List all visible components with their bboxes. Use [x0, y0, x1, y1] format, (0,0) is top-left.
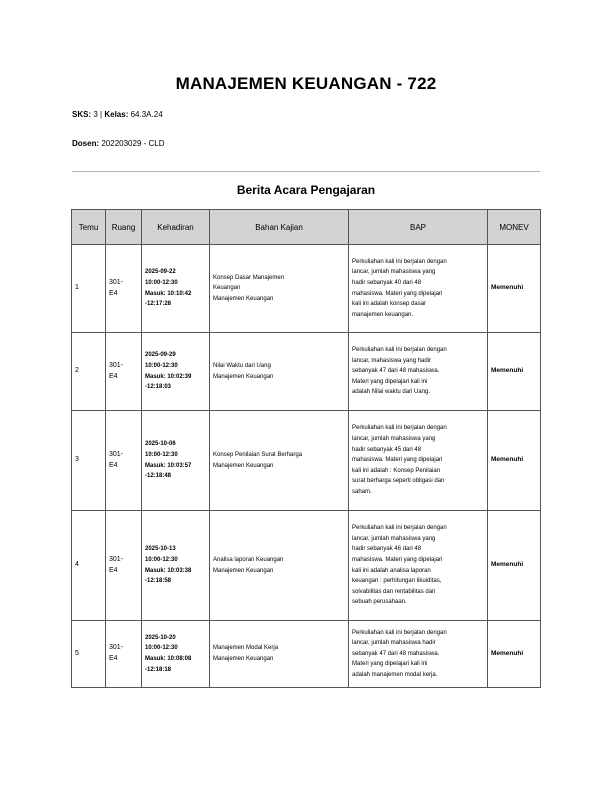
- cell-kehadiran-line: Masuk: 10:08:08: [145, 656, 192, 662]
- cell-bap-line: adalah Nilai waktu dari Uang.: [352, 389, 431, 396]
- cell-kehadiran-line: Masuk: 10:03:38: [145, 567, 192, 574]
- cell-ruang: [106, 333, 142, 411]
- cell-bap-line: lancar, mahasiswa yang hadir: [352, 357, 432, 364]
- cell-bap-line: hadir sebanyak 40 dari 48: [352, 279, 422, 286]
- lecturer-meta: [72, 139, 165, 148]
- cell-bap-line: Perkuliahan kali ini berjalan dengan: [352, 258, 447, 265]
- cell-bap: [349, 333, 488, 411]
- cell-ruang-line: 301-: [109, 450, 124, 458]
- cell-ruang-line: E4: [109, 655, 118, 662]
- cell-ruang-line: E4: [109, 372, 118, 380]
- cell-bap-line: Perkuliahan kali ini berjalan dengan: [352, 525, 447, 532]
- cell-kehadiran: [142, 245, 210, 333]
- cell-bahan-kajian-line: Manajemen Keuangan: [213, 295, 274, 302]
- cell-bap-line: manajemen keuangan.: [352, 311, 414, 318]
- cell-kehadiran: [142, 333, 210, 411]
- cell-kehadiran-line: -12:18:18: [145, 666, 172, 673]
- cell-bahan-kajian-line: Manajemen Keuangan: [213, 567, 274, 574]
- header-bahan-kajian: Bahan Kajian: [210, 210, 349, 245]
- cell-bahan-kajian: [210, 621, 349, 688]
- cell-bap-line: lancar, jumlah mahasiswa hadir: [352, 640, 436, 647]
- kelas-label: Kelas:: [104, 110, 129, 119]
- cell-ruang-line: E4: [109, 289, 118, 297]
- cell-ruang: [106, 621, 142, 688]
- cell-bahan-kajian: [210, 411, 349, 511]
- cell-temu: 2: [72, 333, 106, 411]
- cell-kehadiran: [142, 511, 210, 621]
- dosen-label: Dosen:: [72, 139, 100, 148]
- cell-bahan-kajian-line: Konsep Penilaian Surat Berharga: [213, 451, 303, 458]
- cell-bap-line: lancar, jumlah mahasiswa yang: [352, 269, 436, 276]
- cell-bahan-kajian-line: Manajemen Keuangan: [213, 656, 274, 662]
- cell-kehadiran-line: Masuk: 10:03:57: [145, 462, 192, 469]
- cell-kehadiran-line: 2025-09-29: [145, 352, 176, 359]
- cell-bap: [349, 411, 488, 511]
- cell-bap-line: sebanyak 47 dari 48 mahasiswa.: [352, 368, 440, 375]
- cell-bahan-kajian-line: Manajemen Modal Kerja: [213, 645, 279, 652]
- cell-bap-line: kali ini adalah konsep dasar: [352, 301, 427, 308]
- cell-bahan-kajian-line: Konsep Dasar Manajemen: [213, 274, 285, 281]
- cell-bap-line: mahasiswa. Materi yang dipelajari: [352, 556, 443, 563]
- bap-table: [71, 209, 541, 688]
- table-row: [72, 621, 541, 688]
- cell-temu: 5: [72, 621, 106, 688]
- table-row: [72, 411, 541, 511]
- cell-monev: Memenuhi: [488, 333, 541, 411]
- cell-bap: [349, 511, 488, 621]
- cell-ruang: [106, 411, 142, 511]
- cell-bahan-kajian: [210, 333, 349, 411]
- cell-ruang-line: E4: [109, 461, 118, 469]
- cell-kehadiran-line: -12:18:03: [145, 384, 172, 391]
- cell-kehadiran-line: -12:18:58: [145, 578, 172, 585]
- header-monev: MONEV: [488, 210, 541, 245]
- cell-bahan-kajian: [210, 511, 349, 621]
- sks-value: 3: [93, 110, 98, 119]
- cell-bap-line: lancar, jumlah mahasiswa yang: [352, 535, 436, 542]
- cell-bahan-kajian-line: Analisa laporan Keuangan: [213, 556, 284, 563]
- cell-ruang-line: 301-: [109, 361, 124, 369]
- cell-bap: [349, 621, 488, 688]
- divider: [72, 171, 540, 172]
- cell-bap-line: hadir sebanyak 45 dari 48: [352, 446, 422, 453]
- cell-bap-line: adalah manajemen modal kerja.: [352, 671, 438, 678]
- cell-bap-line: hadir sebanyak 46 dari 48: [352, 546, 422, 553]
- table-row: [72, 245, 541, 333]
- header-ruang: Ruang: [106, 210, 142, 245]
- cell-bap-line: Materi yang dipelajari kali ini: [352, 378, 428, 385]
- cell-ruang: [106, 245, 142, 333]
- cell-kehadiran-line: 10:00-12:30: [145, 645, 178, 652]
- table-header-row: [72, 210, 541, 245]
- cell-bap: [349, 245, 488, 333]
- cell-bap-line: sebuah perusahaan.: [352, 599, 407, 606]
- cell-kehadiran-line: 10:00-12:30: [145, 556, 178, 563]
- cell-kehadiran-line: 2025-10-13: [145, 546, 176, 553]
- cell-kehadiran-line: -12:17:28: [145, 301, 172, 308]
- header-bap: BAP: [349, 210, 488, 245]
- cell-temu: 4: [72, 511, 106, 621]
- cell-bap-line: kali ini adalah : Konsep Penilaian: [352, 467, 441, 474]
- cell-kehadiran-line: 10:00-12:30: [145, 362, 178, 369]
- cell-monev: Memenuhi: [488, 621, 541, 688]
- cell-kehadiran-line: Masuk: 10:02:39: [145, 373, 192, 380]
- cell-kehadiran-line: 2025-10-20: [145, 634, 176, 641]
- cell-bap-line: Perkuliahan kali ini berjalan dengan: [352, 347, 447, 354]
- cell-kehadiran-line: 2025-10-06: [145, 441, 176, 448]
- cell-bap-line: Materi yang dipelajari kali ini: [352, 661, 428, 668]
- cell-monev: Memenuhi: [488, 411, 541, 511]
- cell-kehadiran-line: Masuk: 10:10:42: [145, 290, 192, 297]
- cell-kehadiran-line: 2025-09-22: [145, 269, 176, 276]
- cell-monev: Memenuhi: [488, 511, 541, 621]
- cell-ruang: [106, 511, 142, 621]
- course-meta: [72, 110, 163, 119]
- table-row: [72, 333, 541, 411]
- cell-bap-line: surat berharga seperti obligasi dan: [352, 478, 445, 485]
- cell-kehadiran: [142, 411, 210, 511]
- sks-label: SKS:: [72, 110, 92, 119]
- cell-kehadiran-line: 10:00-12:30: [145, 451, 178, 458]
- section-title: Berita Acara Pengajaran: [236, 183, 376, 197]
- cell-kehadiran-line: -12:18:48: [145, 473, 172, 480]
- cell-bahan-kajian-line: Manajemen Keuangan: [213, 462, 274, 469]
- cell-bap-line: kali ini adalah analisa laporan: [352, 567, 431, 574]
- cell-ruang-line: E4: [109, 566, 118, 574]
- header-temu: Temu: [72, 210, 106, 245]
- header-kehadiran: Kehadiran: [142, 210, 210, 245]
- cell-ruang-line: 301-: [109, 644, 124, 652]
- cell-bahan-kajian-line: Keuangan: [213, 285, 241, 292]
- dosen-value: 202203029 - CLD: [101, 139, 165, 148]
- cell-bap-line: mahasiswa. Materi yang dipelajari: [352, 290, 443, 297]
- meta-separator: |: [100, 110, 103, 119]
- table-row: [72, 511, 541, 621]
- cell-bahan-kajian: [210, 245, 349, 333]
- cell-monev: Memenuhi: [488, 245, 541, 333]
- cell-bap-line: saham.: [352, 488, 372, 495]
- cell-bahan-kajian-line: Manajemen Keuangan: [213, 373, 274, 380]
- cell-kehadiran: [142, 621, 210, 688]
- cell-bap-line: Perkuliahan kali ini berjalan dengan: [352, 629, 447, 636]
- cell-bap-line: solvabilitas dan rentabilitas dari: [352, 588, 436, 595]
- cell-bap-line: lancar, jumlah mahasiswa yang: [352, 436, 436, 443]
- cell-bap-line: sebanyak 47 dari 48 mahasiswa.: [352, 650, 440, 657]
- kelas-value: 64.3A.24: [130, 110, 163, 119]
- cell-kehadiran-line: 10:00-12:30: [145, 279, 178, 286]
- cell-temu: 3: [72, 411, 106, 511]
- cell-ruang-line: 301-: [109, 278, 124, 286]
- cell-ruang-line: 301-: [109, 555, 124, 563]
- cell-temu: 1: [72, 245, 106, 333]
- document-title: MANAJEMEN KEUANGAN - 722: [175, 74, 437, 93]
- cell-bap-line: keuangan : perhitungan likuiditas,: [352, 578, 442, 585]
- cell-bap-line: Perkuliahan kali ini berjalan dengan: [352, 425, 447, 432]
- cell-bahan-kajian-line: Nilai Waktu dari Uang: [213, 362, 271, 369]
- cell-bap-line: mahasiswa. Materi yang dipelajari: [352, 457, 443, 464]
